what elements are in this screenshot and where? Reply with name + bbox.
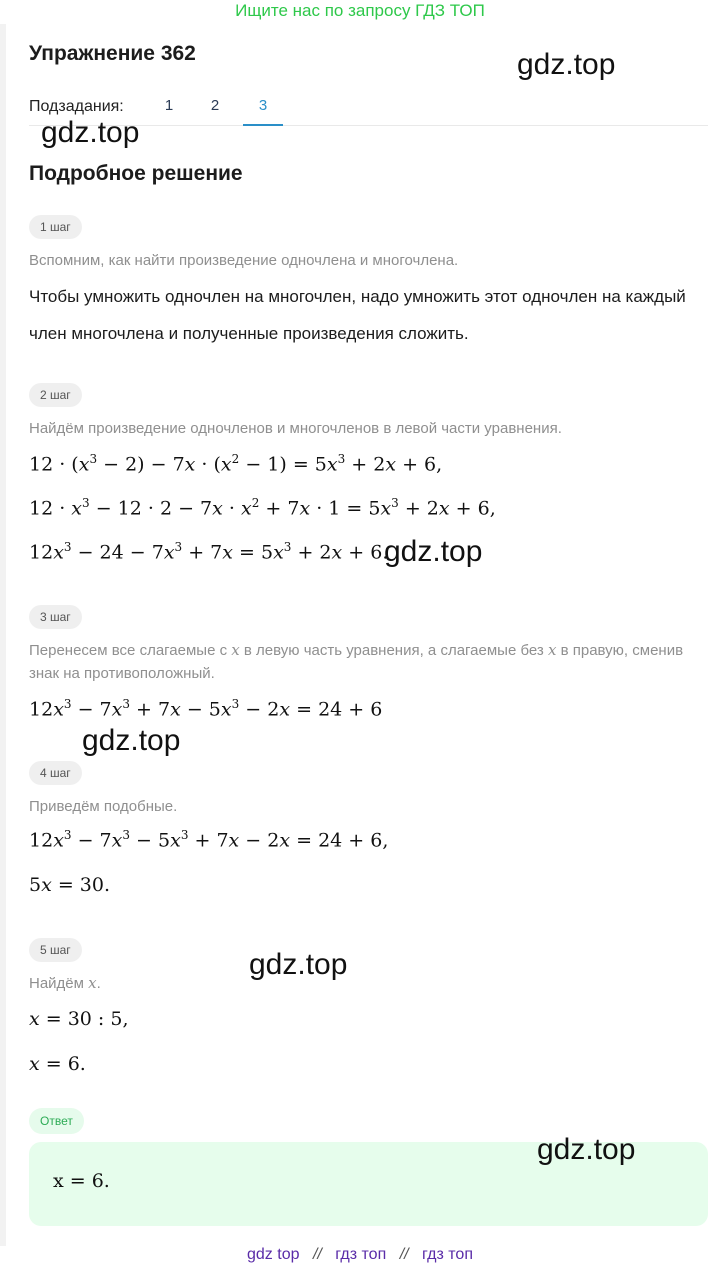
step-4-badge: 4 шаг bbox=[29, 761, 82, 785]
step-1-note: Вспомним, как найти произведение одночлена и многочлена. bbox=[29, 252, 459, 269]
step-3-note-part-2: в левую часть уравнения, а слагаемые без bbox=[239, 642, 548, 659]
step-2-equation-3: $12x^3 - 24 - 7x^3 + 7x = 5x^3 + 2x + 6$. bbox=[29, 540, 389, 564]
step-5-badge: 5 шаг bbox=[29, 938, 82, 962]
step-3-badge: 3 шаг bbox=[29, 605, 82, 629]
footer-links bbox=[0, 1246, 720, 1264]
step-5-note-part-2: . bbox=[96, 975, 101, 992]
step-2-equation-2: $12 \cdot x^3 - 12 \cdot 2 - 7x \cdot x^2 + 7x \cdot 1 = 5x^3 + 2x + 6$, bbox=[29, 496, 496, 520]
step-3-note bbox=[29, 639, 709, 685]
step-5-note bbox=[29, 972, 709, 995]
step-1-rule: Чтобы умножить одночлен на многочлен, надо умножить этот одночлен на каждый член многочлена и полученные произведения сложить. bbox=[29, 287, 686, 343]
answer-value: x = 6. bbox=[53, 1170, 110, 1192]
footer-separator: // bbox=[399, 1246, 409, 1263]
step-3-note-part-1: Перенесем все слагаемые с bbox=[29, 642, 232, 659]
footer-separator: // bbox=[312, 1246, 322, 1263]
step-4-equation-2: 5x = 30. bbox=[29, 874, 111, 896]
step-5-equation-1: x = 30 : 5, bbox=[29, 1008, 129, 1030]
step-4-equation-1: $12x^3 - 7x^3 - 5x^3 + 7x - 2x = 24 + 6$, bbox=[29, 828, 389, 852]
step-3-note-var-1: x bbox=[231, 641, 240, 659]
page-title: Упражнение 362 bbox=[29, 42, 196, 65]
footer-link-2[interactable]: гдз топ bbox=[335, 1246, 387, 1263]
step-5-note-part-1: Найдём bbox=[29, 975, 89, 992]
watermark: gdz.top bbox=[517, 48, 616, 81]
subtask-tab-1[interactable]: 1 bbox=[164, 97, 174, 114]
step-1-badge: 1 шаг bbox=[29, 215, 82, 239]
answer-badge: Ответ bbox=[29, 1108, 84, 1134]
step-5-equation-2: x = 6. bbox=[29, 1053, 86, 1075]
left-edge-divider bbox=[0, 24, 6, 1246]
watermark: gdz.top bbox=[384, 535, 483, 568]
footer-link-3[interactable]: гдз топ bbox=[422, 1246, 473, 1263]
watermark: gdz.top bbox=[41, 116, 140, 149]
step-3-equation-1: $12x^3 - 7x^3 + 7x - 5x^3 - 2x = 24 + 6$ bbox=[29, 697, 383, 721]
subtask-tab-2[interactable]: 2 bbox=[210, 97, 220, 114]
step-3-note-var-2: x bbox=[547, 641, 557, 659]
footer-link-1[interactable]: gdz top bbox=[247, 1246, 300, 1263]
watermark: gdz.top bbox=[249, 948, 348, 981]
step-3-note-part-3: в правую, сменив знак на противоположный. bbox=[29, 642, 684, 682]
watermark: gdz.top bbox=[82, 724, 181, 757]
step-5-note-var: x bbox=[88, 974, 97, 992]
step-4-note: Приведём подобные. bbox=[29, 798, 178, 815]
solution-heading: Подробное решение bbox=[29, 162, 243, 185]
subtasks-label: Подзадания: bbox=[29, 98, 124, 115]
step-2-equation-1: $12 \cdot (x^3 - 2) - 7x \cdot (x^2 - 1) = 5x^3 + 2x + 6$, bbox=[29, 452, 443, 476]
step-2-badge: 2 шаг bbox=[29, 383, 82, 407]
watermark: gdz.top bbox=[537, 1133, 636, 1166]
step-2-note: Найдём произведение одночленов и многочленов в левой части уравнения. bbox=[29, 420, 562, 437]
subtask-tab-3[interactable]: 3 bbox=[243, 96, 283, 126]
top-banner[interactable]: Ищите нас по запросу ГДЗ ТОП bbox=[235, 1, 485, 20]
